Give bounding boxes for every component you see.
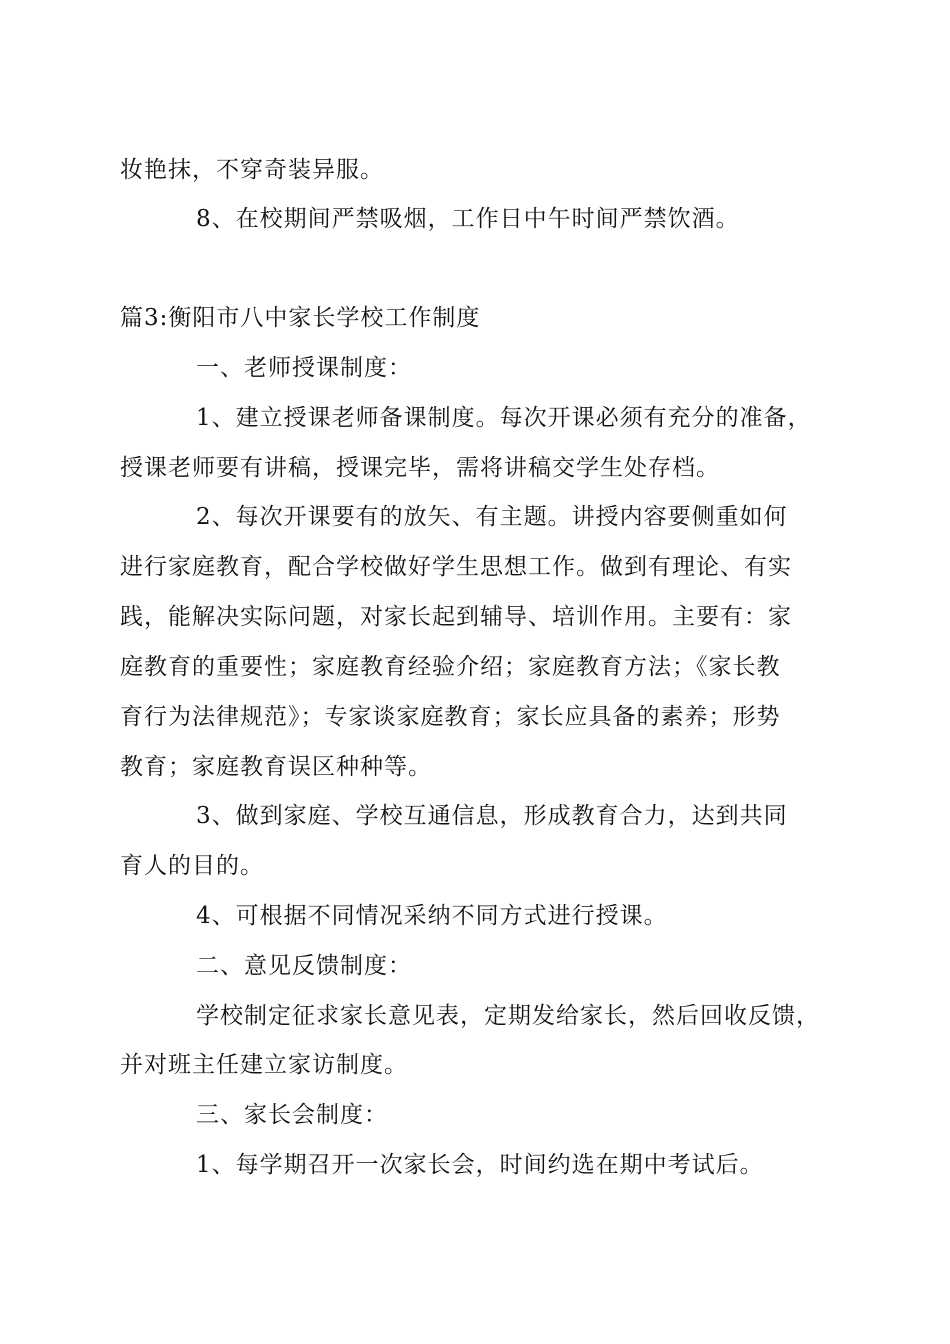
- paragraph-line: 4、可根据不同情况采纳不同方式进行授课。: [196, 903, 668, 929]
- paragraph-line: 育人的目的。: [120, 853, 264, 879]
- paragraph-line: 1、建立授课老师备课制度。每次开课必须有充分的准备，: [196, 405, 812, 431]
- paragraph-line: 1、每学期召开一次家长会，时间约选在期中考试后。: [196, 1152, 764, 1178]
- section-heading: 一、老师授课制度：: [196, 355, 412, 381]
- paragraph-line: 授课老师要有讲稿，授课完毕，需将讲稿交学生处存档。: [120, 455, 720, 481]
- paragraph-line: 妆艳抹，不穿奇装异服。: [120, 157, 384, 183]
- paragraph-line: 进行家庭教育，配合学校做好学生思想工作。做到有理论、有实: [120, 554, 792, 580]
- paragraph-line: 育行为法律规范》；专家谈家庭教育；家长应具备的素养；形势: [120, 704, 781, 730]
- paragraph-line: 并对班主任建立家访制度。: [120, 1052, 408, 1078]
- paragraph-line: 践，能解决实际问题，对家长起到辅导、培训作用。主要有：家: [120, 604, 792, 630]
- paragraph-line: 庭教育的重要性；家庭教育经验介绍；家庭教育方法；《家长教: [120, 654, 781, 680]
- paragraph-line: 教育；家庭教育误区种种等。: [120, 754, 432, 780]
- section-heading: 二、意见反馈制度：: [196, 953, 412, 979]
- paragraph-line: 学校制定征求家长意见表，定期发给家长，然后回收反馈，: [196, 1003, 820, 1029]
- section-title: 篇3:衡阳市八中家长学校工作制度: [120, 305, 481, 331]
- paragraph-line: 3、做到家庭、学校互通信息，形成教育合力，达到共同: [196, 803, 788, 829]
- section-heading: 三、家长会制度：: [196, 1102, 388, 1128]
- paragraph-line: 8、在校期间严禁吸烟，工作日中午时间严禁饮酒。: [196, 206, 740, 232]
- paragraph-line: 2、每次开课要有的放矢、有主题。讲授内容要侧重如何: [196, 504, 788, 530]
